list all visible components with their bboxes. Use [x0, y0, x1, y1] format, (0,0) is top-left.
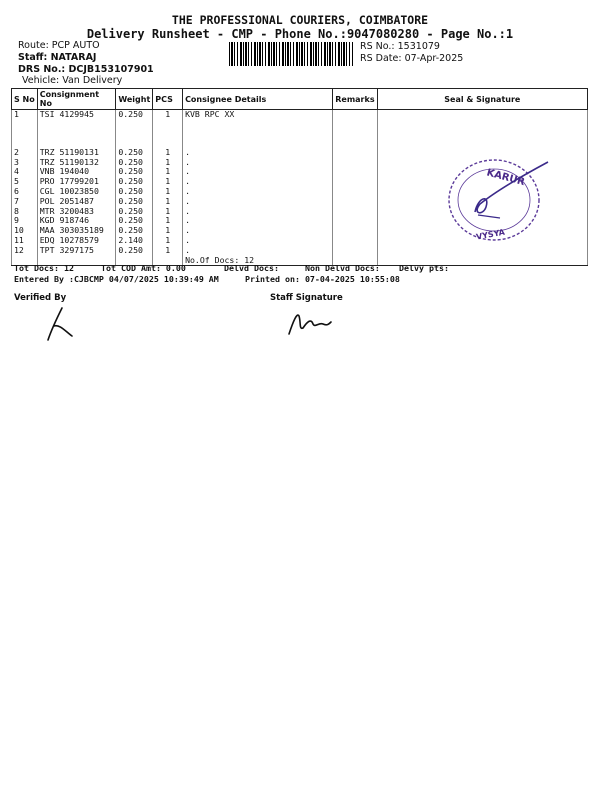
cell-weight: 0.250	[116, 197, 153, 207]
cell-details: .	[183, 246, 333, 256]
cell-weight: 0.250	[116, 216, 153, 226]
col-consignee: Consignee Details	[183, 89, 333, 110]
cell-weight: 0.250	[116, 167, 153, 177]
entered-by: Entered By :CJBCMP 04/07/2025 10:39:49 AM	[14, 274, 219, 284]
cell-pcs: 1	[153, 187, 183, 197]
rs-date: RS Date: 07-Apr-2025	[360, 53, 464, 64]
cell-pcs: 1	[153, 110, 183, 120]
col-remarks: Remarks	[333, 89, 377, 110]
staff-signature-label: Staff Signature	[270, 293, 343, 303]
table-summary-row	[12, 256, 588, 266]
verifier-signature-icon	[40, 306, 80, 344]
cell-pcs: 1	[153, 197, 183, 207]
printed-on: Printed on: 07-04-2025 10:55:08	[245, 274, 400, 284]
cell-weight: 2.140	[116, 236, 153, 246]
cell-weight: 0.250	[116, 177, 153, 187]
cell-cno: EDQ 10278579	[37, 236, 116, 246]
cell-pcs: 1	[153, 158, 183, 168]
rs-number: RS No.: 1531079	[360, 41, 440, 52]
cell-weight: 0.250	[116, 226, 153, 236]
cell-sno: 12	[12, 246, 38, 256]
col-weight: Weight	[116, 89, 153, 110]
cell-details: .	[183, 177, 333, 187]
cell-details: .	[183, 226, 333, 236]
cell-cno: MTR 3200483	[37, 207, 116, 217]
cell-details: .	[183, 187, 333, 197]
no-of-docs: No.Of Docs: 12	[183, 256, 333, 266]
col-sno: S No	[12, 89, 38, 110]
cell-details: .	[183, 236, 333, 246]
cell-weight: 0.250	[116, 187, 153, 197]
cell-cno: KGD 918746	[37, 216, 116, 226]
col-consignment: Consignment No	[37, 89, 116, 110]
cell-cno: CGL 10023850	[37, 187, 116, 197]
cell-sno: 5	[12, 177, 38, 187]
cell-details: .	[183, 148, 333, 158]
cell-cno: VNB 194040	[37, 167, 116, 177]
cell-details: KVB RPC XX	[183, 110, 333, 120]
cell-details: .	[183, 216, 333, 226]
cell-cno: TRZ 51190132	[37, 158, 116, 168]
non-delvd-docs: Non Delvd Docs:	[305, 263, 380, 273]
barcode-icon	[229, 42, 353, 66]
cell-sno: 10	[12, 226, 38, 236]
cell-sno: 9	[12, 216, 38, 226]
cell-details: .	[183, 158, 333, 168]
cell-weight: 0.250	[116, 110, 153, 120]
cell-pcs: 1	[153, 236, 183, 246]
cell-sno: 8	[12, 207, 38, 217]
cell-weight: 0.250	[116, 246, 153, 256]
cell-cno: TSI 4129945	[37, 110, 116, 120]
cell-sno: 11	[12, 236, 38, 246]
cell-sno: 1	[12, 110, 38, 120]
col-seal: Seal & Signature	[377, 89, 587, 110]
cell-cno: POL 2051487	[37, 197, 116, 207]
svg-text:VYSYA: VYSYA	[475, 227, 506, 242]
vehicle-label: Vehicle: Van Delivery	[22, 75, 123, 86]
cell-pcs: 1	[153, 216, 183, 226]
verified-by-label: Verified By	[14, 293, 67, 303]
cell-details: .	[183, 197, 333, 207]
cell-cno: MAA 303035189	[37, 226, 116, 236]
tot-cod: Tot COD Amt: 0.00	[101, 263, 186, 273]
tot-docs: Tot Docs: 12	[14, 263, 74, 273]
cell-sno: 2	[12, 148, 38, 158]
cell-cno: TPT 3297175	[37, 246, 116, 256]
table-row	[12, 110, 588, 120]
cell-pcs: 1	[153, 167, 183, 177]
cell-cno: PRO 17799201	[37, 177, 116, 187]
route-label: Route: PCP AUTO	[18, 40, 100, 51]
cell-sno: 3	[12, 158, 38, 168]
cell-seal	[377, 110, 587, 120]
bank-stamp-icon	[440, 152, 558, 248]
staff-signature-icon	[285, 308, 335, 338]
cell-sno: 4	[12, 167, 38, 177]
cell-pcs: 1	[153, 148, 183, 158]
cell-weight: 0.250	[116, 158, 153, 168]
col-pcs: PCS	[153, 89, 183, 110]
cell-remarks	[333, 110, 377, 120]
cell-cno: TRZ 51190131	[37, 148, 116, 158]
row-spacer	[12, 120, 588, 148]
cell-pcs: 1	[153, 207, 183, 217]
cell-sno: 6	[12, 187, 38, 197]
delvy-pts: Delvy pts:	[399, 263, 449, 273]
cell-details: .	[183, 167, 333, 177]
cell-weight: 0.250	[116, 148, 153, 158]
staff-label: Staff: NATARAJ	[18, 52, 97, 63]
cell-pcs: 1	[153, 246, 183, 256]
cell-weight: 0.250	[116, 207, 153, 217]
svg-text:KARUR: KARUR	[485, 167, 526, 189]
cell-sno: 7	[12, 197, 38, 207]
cell-pcs: 1	[153, 177, 183, 187]
delvd-docs: Delvd Docs:	[224, 263, 279, 273]
runsheet-title: Delivery Runsheet - CMP - Phone No.:9047080280 - Page No.:1	[86, 27, 514, 41]
table-header	[12, 89, 588, 110]
drs-number: DRS No.: DCJB153107901	[18, 64, 154, 75]
cell-details: .	[183, 207, 333, 217]
company-title: THE PROFESSIONAL COURIERS, COIMBATORE	[171, 13, 429, 27]
cell-pcs: 1	[153, 226, 183, 236]
